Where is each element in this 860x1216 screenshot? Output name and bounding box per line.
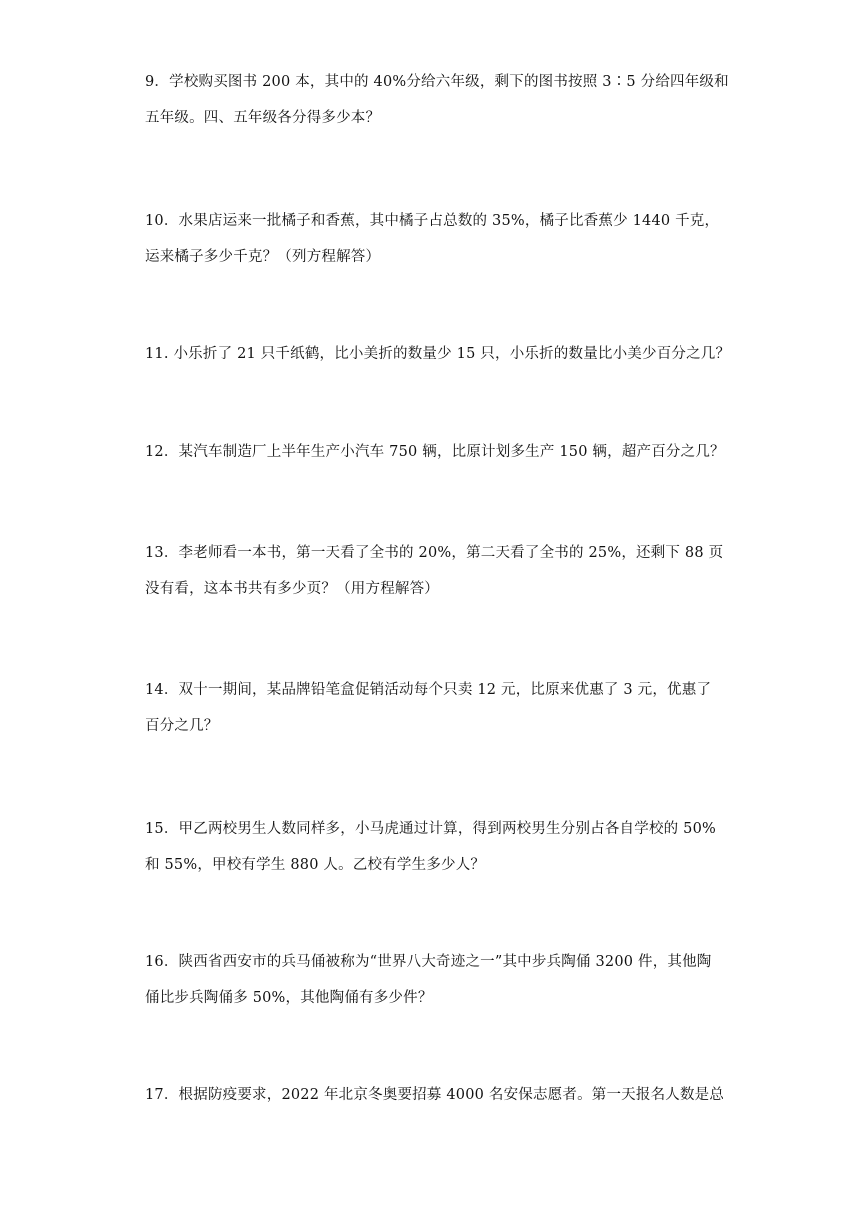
question-14-line-1: 14．双十一期间，某品牌铅笔盒促销活动每个只卖 12 元，比原来优惠了 3 元，优惠了 [145,682,712,698]
question-16-line-1: 16．陕西省西安市的兵马俑被称为“世界八大奇迹之一”其中步兵陶俑 3200 件，其他陶 [145,954,712,970]
question-9 [145,64,729,136]
question-10 [145,203,725,275]
question-17 [145,1077,725,1113]
question-16 [145,944,725,1016]
question-15 [145,811,725,883]
question-17-line-1: 17．根据防疫要求，2022 年北京冬奥要招募 4000 名安保志愿者。第一天报名人数是总 [145,1087,725,1103]
question-14 [145,672,725,744]
question-14-line-2: 百分之几？ [145,718,219,734]
question-9-line-2: 五年级。四、五年级各分得多少本？ [145,110,381,126]
question-12-line-1: 12．某汽车制造厂上半年生产小汽车 750 辆，比原计划多生产 150 辆，超产百分之几？ [145,444,725,460]
question-11 [145,336,731,372]
question-9-line-1: 9．学校购买图书 200 本，其中的 40%分给六年级，剩下的图书按照 3∶5 分给四年级和 [145,74,729,90]
question-13-line-1: 13．李老师看一本书，第一天看了全书的 20%，第二天看了全书的 25%，还剩下 88 页 [145,545,724,561]
question-16-line-2: 俑比步兵陶俑多 50%，其他陶俑有多少件？ [145,990,433,1006]
question-15-line-1: 15．甲乙两校男生人数同样多，小马虎通过计算，得到两校男生分别占各自学校的 50% [145,821,716,837]
question-13 [145,535,725,607]
question-10-line-2: 运来橘子多少千克？（列方程解答） [145,249,381,265]
question-15-line-2: 和 55%，甲校有学生 880 人。乙校有学生多少人？ [145,857,486,873]
question-13-line-2: 没有看，这本书共有多少页？（用方程解答） [145,581,439,597]
question-11-line-1: 11. 小乐折了 21 只千纸鹤，比小美折的数量少 15 只，小乐折的数量比小美少百分之几？ [145,346,731,362]
question-12 [145,434,725,470]
question-10-line-1: 10．水果店运来一批橘子和香蕉，其中橘子占总数的 35%，橘子比香蕉少 1440 千克， [145,213,720,229]
